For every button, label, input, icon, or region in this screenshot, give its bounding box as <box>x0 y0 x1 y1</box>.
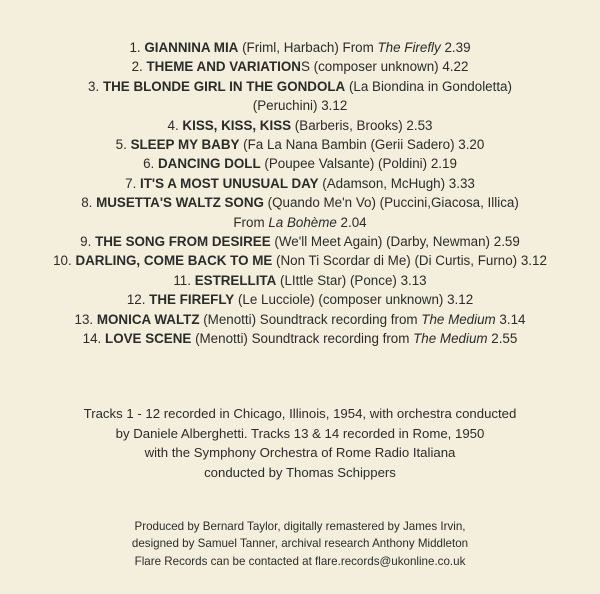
track-duration: 3.14 <box>495 311 526 327</box>
track-line <box>0 38 600 57</box>
track-details: (Non Ti Scordar di Me) (Di Curtis, Furno) 3.12 <box>272 253 547 269</box>
track-number: 5. <box>115 137 127 153</box>
track-details: S (composer unknown) 4.22 <box>300 59 469 75</box>
credits-line: designed by Samuel Tanner, archival research Anthony Middleton <box>131 537 469 551</box>
track-line <box>0 154 600 173</box>
track-details: (Peruchini) 3.12 <box>252 98 348 114</box>
track-number: 13. <box>74 311 94 327</box>
track-line <box>0 290 600 309</box>
track-details: (Menotti) Soundtrack recording from <box>199 311 422 327</box>
notes-line: with the Symphony Orchestra of Rome Radio Italiana <box>144 445 456 460</box>
track-number: 12. <box>126 292 146 308</box>
track-title: KISS, KISS, KISS <box>182 117 292 133</box>
track-line <box>0 116 600 135</box>
track-duration: 2.55 <box>487 331 518 347</box>
track-title: SLEEP MY BABY <box>130 137 240 153</box>
track-title: IT'S A MOST UNUSUAL DAY <box>140 175 319 191</box>
track-title: THE BLONDE GIRL IN THE GONDOLA <box>102 78 346 94</box>
track-line <box>0 193 600 212</box>
recording-notes <box>0 404 600 482</box>
track-details: From <box>233 214 269 230</box>
track-number: 6. <box>143 156 155 172</box>
track-source-title: The Medium <box>413 331 488 347</box>
track-line <box>0 310 600 329</box>
track-title: ESTRELLITA <box>194 272 277 288</box>
notes-line: Tracks 1 - 12 recorded in Chicago, Illinois, 1954, with orchestra conducted <box>83 406 517 421</box>
track-details: (LIttle Star) (Ponce) 3.13 <box>276 272 427 288</box>
track-number: 4. <box>167 117 179 133</box>
track-line <box>0 174 600 193</box>
track-number: 10. <box>53 253 72 269</box>
track-source-title: La Bohème <box>268 214 337 230</box>
credits-line: Flare Records can be contacted at flare.records@ukonline.co.uk <box>134 554 466 568</box>
track-title: GIANNINA MIA <box>144 40 239 55</box>
production-credits <box>0 518 600 570</box>
track-line <box>0 251 600 270</box>
track-title: MONICA WALTZ <box>96 311 200 327</box>
track-number: 3. <box>88 78 100 94</box>
track-title: THE SONG FROM DESIREE <box>95 234 271 250</box>
track-details: (La Biondina in Gondoletta) <box>345 78 512 94</box>
track-number: 14. <box>82 331 102 347</box>
track-number: 1. <box>129 40 141 55</box>
track-details: (Poupee Valsante) (Poldini) 2.19 <box>260 156 457 172</box>
track-title: DANCING DOLL <box>157 156 261 172</box>
track-title: THEME AND VARIATION <box>146 59 301 75</box>
track-line <box>0 213 600 232</box>
track-list <box>0 38 600 349</box>
track-details: (Fa La Nana Bambin (Gerii Sadero) 3.20 <box>239 137 485 153</box>
track-duration: 2.39 <box>440 40 471 55</box>
track-line <box>0 329 600 348</box>
track-line <box>0 96 600 115</box>
track-number: 9. <box>80 234 92 250</box>
track-details: (Adamson, McHugh) 3.33 <box>318 175 475 191</box>
track-details: (We'll Meet Again) (Darby, Newman) 2.59 <box>270 234 520 250</box>
track-line <box>0 135 600 154</box>
credits-line: Produced by Bernard Taylor, digitally remastered by James Irvin, <box>134 520 466 533</box>
track-title: LOVE SCENE <box>105 331 192 347</box>
track-details: (Quando Me'n Vo) (Puccini,Giacosa, Illica) <box>263 195 519 211</box>
notes-line: conducted by Thomas Schippers <box>204 464 396 480</box>
track-source-title: The Firefly <box>377 40 441 55</box>
track-details: (Barberis, Brooks) 2.53 <box>291 117 433 133</box>
track-duration: 2.04 <box>336 214 367 230</box>
track-number: 11. <box>173 272 191 288</box>
track-line <box>0 271 600 290</box>
track-number: 2. <box>131 59 143 75</box>
track-title: MUSETTA'S WALTZ SONG <box>96 195 264 211</box>
track-title: DARLING, COME BACK TO ME <box>75 253 273 269</box>
track-line <box>0 57 600 76</box>
track-details: (Friml, Harbach) From <box>238 40 378 55</box>
track-details: (Menotti) Soundtrack recording from <box>191 331 414 347</box>
track-source-title: The Medium <box>421 311 496 327</box>
notes-line: by Daniele Alberghetti. Tracks 13 & 14 recorded in Rome, 1950 <box>115 425 485 441</box>
track-line <box>0 77 600 96</box>
track-number: 8. <box>81 195 93 211</box>
track-number: 7. <box>125 175 137 191</box>
track-line <box>0 232 600 251</box>
track-details: (Le Lucciole) (composer unknown) 3.12 <box>234 292 474 308</box>
track-title: THE FIREFLY <box>149 292 235 308</box>
